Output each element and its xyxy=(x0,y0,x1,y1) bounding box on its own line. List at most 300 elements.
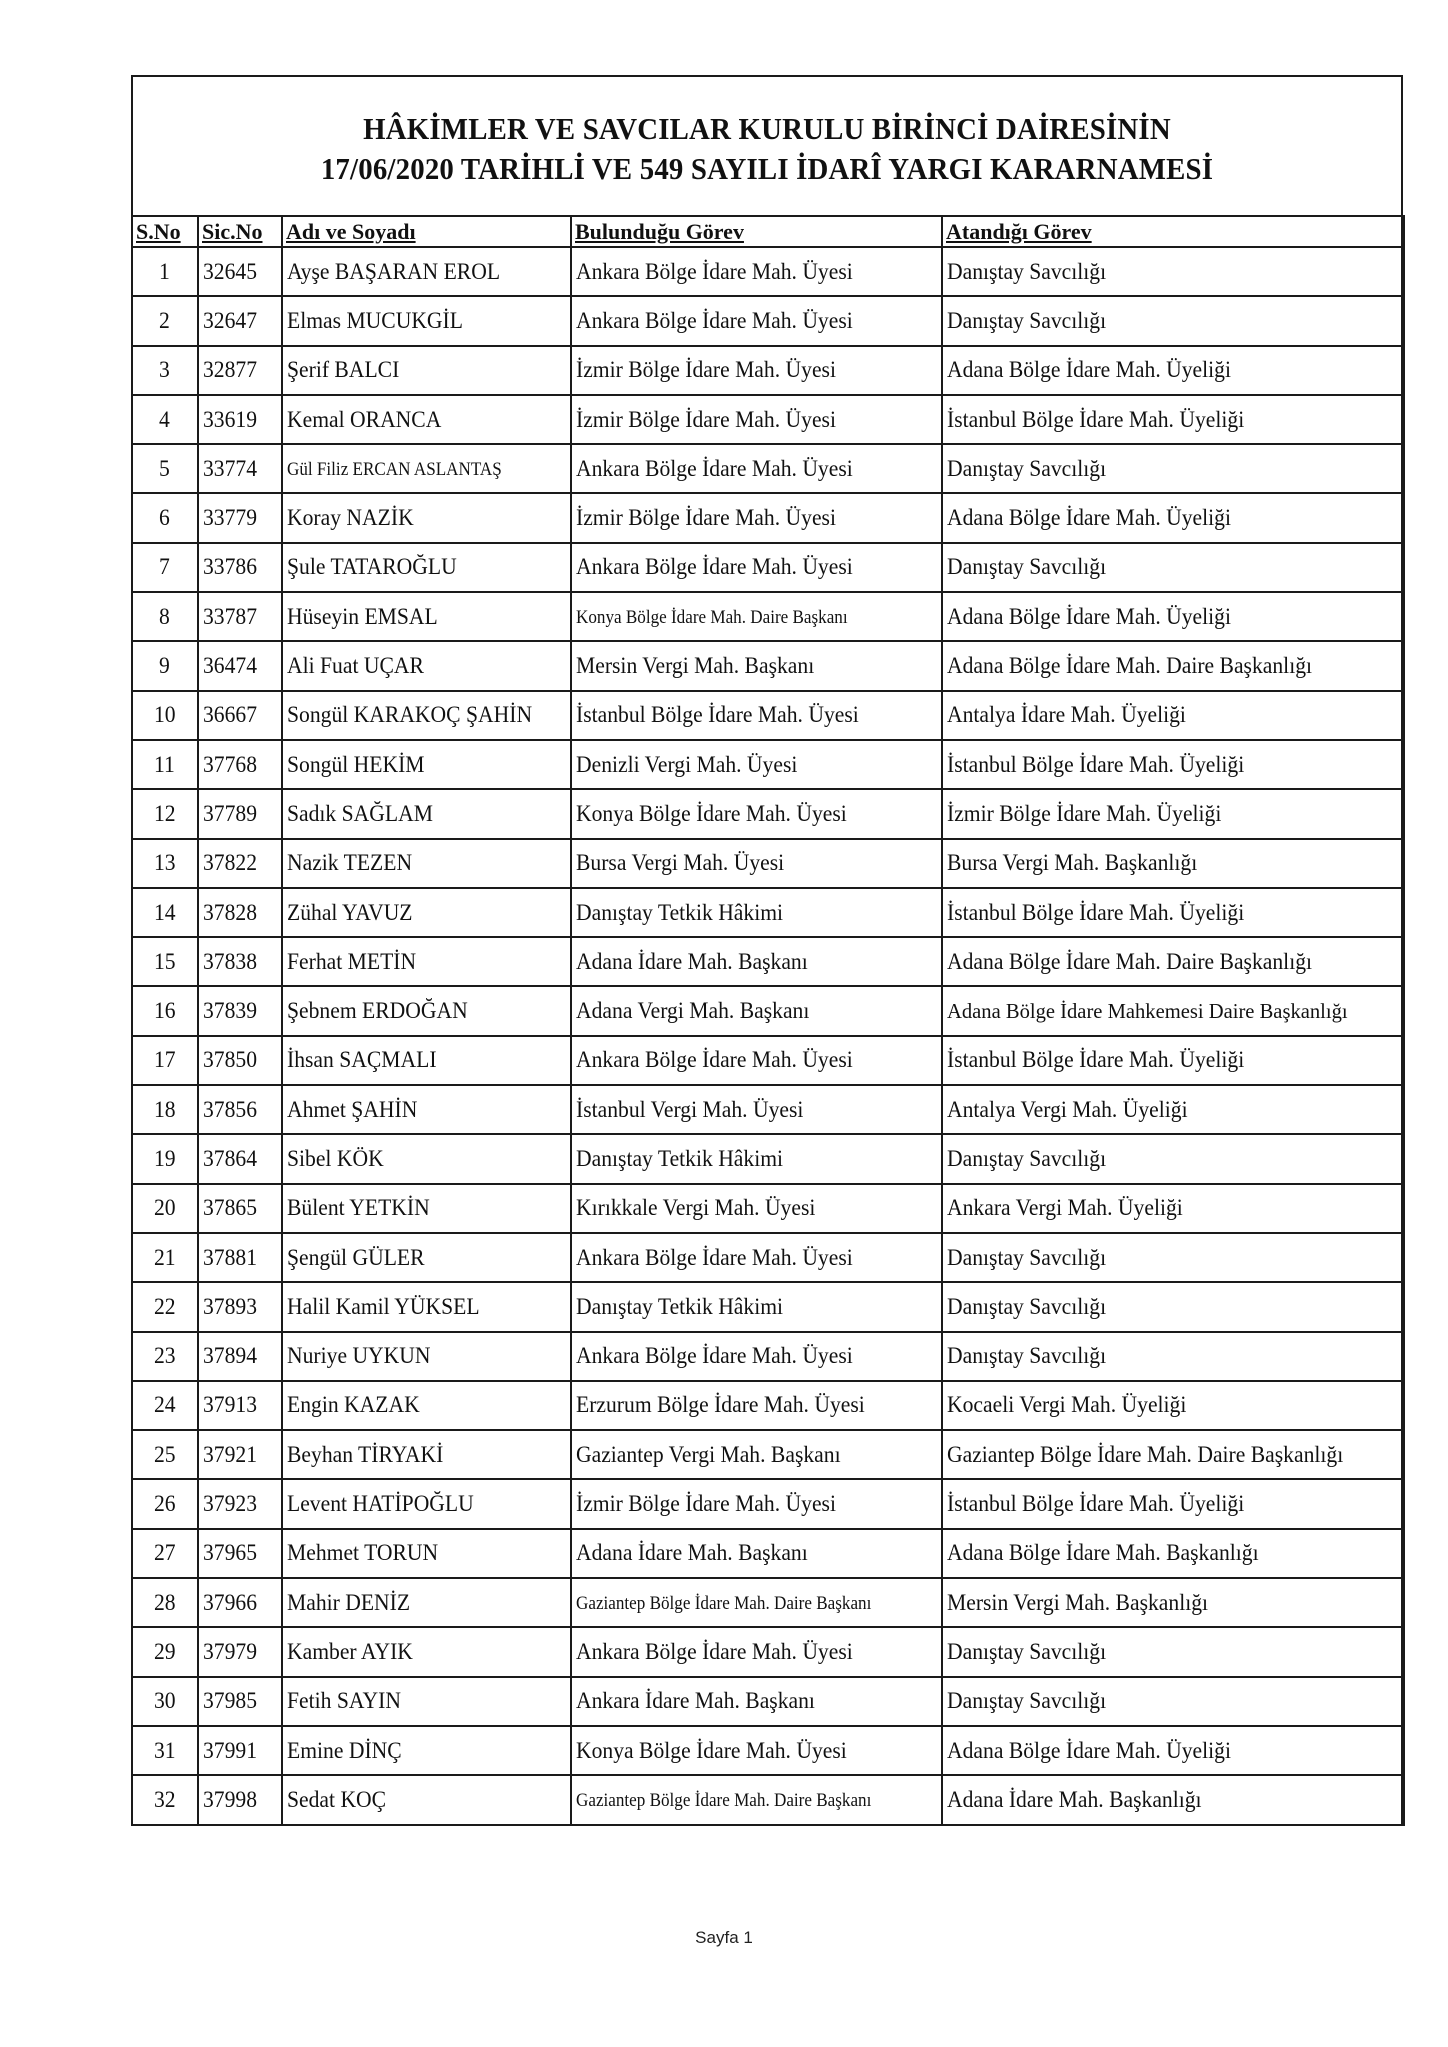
cell-current-position xyxy=(571,247,942,296)
cell-name-text: Mahir DENİZ xyxy=(287,1589,411,1615)
cell-current-position-text: Danıştay Tetkik Hâkimi xyxy=(576,1145,784,1171)
column-header-sno: S.No xyxy=(132,216,198,247)
cell-sno xyxy=(132,1479,198,1528)
cell-current-position xyxy=(571,296,942,345)
cell-sno xyxy=(132,740,198,789)
cell-sno xyxy=(132,986,198,1035)
title-line-1: HÂKİMLER VE SAVCILAR KURULU BİRİNCİ DAİRESİNİN xyxy=(363,111,1171,146)
cell-current-position-text: Ankara Bölge İdare Mah. Üyesi xyxy=(576,455,853,481)
cell-sicil-no xyxy=(198,1085,282,1134)
cell-name xyxy=(282,888,571,937)
cell-sno xyxy=(132,1430,198,1479)
cell-sno xyxy=(132,1381,198,1430)
cell-current-position xyxy=(571,740,942,789)
cell-sno xyxy=(132,1332,198,1381)
table-body xyxy=(132,247,1404,1825)
cell-sicil-no-text: 37768 xyxy=(203,751,258,777)
cell-appointed-position xyxy=(942,641,1404,690)
cell-sno-text: 30 xyxy=(153,1688,176,1714)
cell-sicil-no xyxy=(198,1134,282,1183)
cell-sno xyxy=(132,641,198,690)
cell-appointed-position xyxy=(942,493,1404,542)
cell-name xyxy=(282,1529,571,1578)
cell-sicil-no-text: 32645 xyxy=(203,258,258,284)
cell-sno-text: 9 xyxy=(159,653,171,679)
cell-appointed-position xyxy=(942,1085,1404,1134)
table-row xyxy=(132,986,1404,1035)
cell-current-position-text: İzmir Bölge İdare Mah. Üyesi xyxy=(576,505,836,531)
cell-current-position-text: Kırıkkale Vergi Mah. Üyesi xyxy=(576,1195,816,1221)
cell-appointed-position-text: Adana İdare Mah. Başkanlığı xyxy=(947,1786,1202,1812)
cell-name xyxy=(282,493,571,542)
cell-sno-text: 3 xyxy=(159,357,171,383)
cell-name-text: Ali Fuat UÇAR xyxy=(287,653,424,679)
column-header-sicil-no: Sic.No xyxy=(198,216,282,247)
cell-name xyxy=(282,1184,571,1233)
cell-sno xyxy=(132,543,198,592)
cell-current-position xyxy=(571,493,942,542)
cell-name xyxy=(282,543,571,592)
cell-name-text: Halil Kamil YÜKSEL xyxy=(287,1293,480,1319)
cell-current-position-text: İstanbul Bölge İdare Mah. Üyesi xyxy=(576,702,859,728)
cell-sno-text: 4 xyxy=(159,406,171,432)
cell-sicil-no-text: 37985 xyxy=(203,1688,258,1714)
table-row xyxy=(132,1282,1404,1331)
cell-sicil-no xyxy=(198,1332,282,1381)
cell-sicil-no-text: 37865 xyxy=(203,1195,258,1221)
cell-current-position-text: Ankara Bölge İdare Mah. Üyesi xyxy=(576,307,853,333)
cell-appointed-position-text: Adana Bölge İdare Mah. Üyeliği xyxy=(947,1737,1231,1763)
cell-sno xyxy=(132,444,198,493)
cell-appointed-position-text: Danıştay Savcılığı xyxy=(947,455,1107,481)
table-row xyxy=(132,839,1404,888)
table-row xyxy=(132,888,1404,937)
cell-appointed-position-text: Adana Bölge İdare Mah. Üyeliği xyxy=(947,357,1231,383)
cell-current-position xyxy=(571,1184,942,1233)
cell-current-position xyxy=(571,543,942,592)
cell-appointed-position-text: Adana Bölge İdare Mah. Daire Başkanlığı xyxy=(947,948,1313,974)
cell-sicil-no xyxy=(198,1381,282,1430)
cell-appointed-position xyxy=(942,346,1404,395)
cell-name xyxy=(282,1085,571,1134)
cell-sno-text: 21 xyxy=(153,1244,176,1270)
cell-current-position-text: Ankara Bölge İdare Mah. Üyesi xyxy=(576,1638,853,1664)
cell-sicil-no xyxy=(198,789,282,838)
cell-appointed-position xyxy=(942,1282,1404,1331)
cell-sicil-no-text: 37864 xyxy=(203,1145,258,1171)
cell-current-position xyxy=(571,1529,942,1578)
cell-sno-text: 14 xyxy=(153,899,176,925)
cell-name xyxy=(282,592,571,641)
cell-sno-text: 22 xyxy=(153,1293,176,1319)
table-header-row xyxy=(132,216,1404,247)
cell-name-text: Şule TATAROĞLU xyxy=(287,554,457,580)
cell-name xyxy=(282,1233,571,1282)
cell-name-text: Beyhan TİRYAKİ xyxy=(287,1441,444,1467)
table-row xyxy=(132,296,1404,345)
cell-sno xyxy=(132,346,198,395)
table-row xyxy=(132,1233,1404,1282)
table-row xyxy=(132,1479,1404,1528)
cell-sno xyxy=(132,1085,198,1134)
cell-sicil-no-text: 37828 xyxy=(203,899,258,925)
cell-appointed-position-text: Adana Bölge İdare Mah. Başkanlığı xyxy=(947,1540,1259,1566)
cell-name xyxy=(282,1332,571,1381)
cell-current-position xyxy=(571,888,942,937)
cell-sno-text: 2 xyxy=(159,307,171,333)
cell-sicil-no-text: 33787 xyxy=(203,603,258,629)
cell-sicil-no xyxy=(198,1726,282,1775)
cell-name-text: Fetih SAYIN xyxy=(287,1688,401,1714)
cell-current-position xyxy=(571,1233,942,1282)
cell-sno xyxy=(132,296,198,345)
cell-appointed-position xyxy=(942,691,1404,740)
cell-sicil-no-text: 33619 xyxy=(203,406,258,432)
cell-sicil-no-text: 37894 xyxy=(203,1343,258,1369)
cell-name xyxy=(282,247,571,296)
cell-current-position-text: Ankara Bölge İdare Mah. Üyesi xyxy=(576,258,853,284)
cell-current-position xyxy=(571,1134,942,1183)
cell-sno-text: 32 xyxy=(153,1786,176,1812)
cell-appointed-position-text: Danıştay Savcılığı xyxy=(947,258,1107,284)
cell-sno-text: 23 xyxy=(153,1343,176,1369)
cell-sno-text: 7 xyxy=(159,554,171,580)
cell-name-text: Sedat KOÇ xyxy=(287,1786,387,1812)
cell-name-text: Sadık SAĞLAM xyxy=(287,800,433,826)
cell-sno xyxy=(132,888,198,937)
cell-sno xyxy=(132,789,198,838)
cell-appointed-position-text: Adana Bölge İdare Mahkemesi Daire Başkanlığı xyxy=(947,999,1348,1024)
cell-sno-text: 28 xyxy=(153,1589,176,1615)
cell-name xyxy=(282,1381,571,1430)
cell-sicil-no-text: 37856 xyxy=(203,1096,258,1122)
cell-current-position-text: Adana Vergi Mah. Başkanı xyxy=(576,998,810,1024)
column-header-current-position: Bulunduğu Görev xyxy=(571,216,942,247)
cell-sno xyxy=(132,691,198,740)
cell-sicil-no-text: 37979 xyxy=(203,1638,258,1664)
cell-name xyxy=(282,444,571,493)
cell-sicil-no xyxy=(198,839,282,888)
cell-appointed-position-text: İstanbul Bölge İdare Mah. Üyeliği xyxy=(947,1491,1245,1517)
cell-sicil-no xyxy=(198,1233,282,1282)
cell-sicil-no xyxy=(198,888,282,937)
cell-sicil-no xyxy=(198,346,282,395)
cell-appointed-position xyxy=(942,986,1404,1035)
cell-sicil-no-text: 37881 xyxy=(203,1244,258,1270)
cell-current-position xyxy=(571,395,942,444)
cell-appointed-position-text: Adana Bölge İdare Mah. Daire Başkanlığı xyxy=(947,653,1313,679)
table-row xyxy=(132,1726,1404,1775)
cell-appointed-position-text: Danıştay Savcılığı xyxy=(947,1343,1107,1369)
table-row xyxy=(132,641,1404,690)
cell-appointed-position-text: Danıştay Savcılığı xyxy=(947,1638,1107,1664)
cell-appointed-position-text: İzmir Bölge İdare Mah. Üyeliği xyxy=(947,800,1222,826)
cell-appointed-position xyxy=(942,1430,1404,1479)
cell-current-position xyxy=(571,1726,942,1775)
cell-sno xyxy=(132,937,198,986)
cell-appointed-position xyxy=(942,543,1404,592)
table-row xyxy=(132,937,1404,986)
cell-current-position xyxy=(571,937,942,986)
cell-sicil-no-text: 37991 xyxy=(203,1737,258,1763)
cell-sno-text: 19 xyxy=(153,1145,176,1171)
cell-sno xyxy=(132,247,198,296)
cell-sicil-no xyxy=(198,493,282,542)
cell-current-position-text: Konya Bölge İdare Mah. Üyesi xyxy=(576,1737,847,1763)
cell-appointed-position-text: Antalya İdare Mah. Üyeliği xyxy=(947,702,1186,728)
cell-appointed-position-text: Ankara Vergi Mah. Üyeliği xyxy=(947,1195,1183,1221)
cell-appointed-position-text: İstanbul Bölge İdare Mah. Üyeliği xyxy=(947,406,1245,432)
cell-appointed-position-text: Adana Bölge İdare Mah. Üyeliği xyxy=(947,505,1231,531)
cell-current-position-text: Ankara Bölge İdare Mah. Üyesi xyxy=(576,1244,853,1270)
cell-current-position-text: İzmir Bölge İdare Mah. Üyesi xyxy=(576,357,836,383)
cell-appointed-position xyxy=(942,1134,1404,1183)
cell-appointed-position xyxy=(942,1775,1404,1824)
cell-current-position-text: Ankara Bölge İdare Mah. Üyesi xyxy=(576,1343,853,1369)
cell-sicil-no xyxy=(198,1529,282,1578)
cell-name-text: Ferhat METİN xyxy=(287,948,417,974)
cell-sicil-no xyxy=(198,444,282,493)
cell-name xyxy=(282,1677,571,1726)
cell-sicil-no xyxy=(198,986,282,1035)
cell-appointed-position-text: Antalya Vergi Mah. Üyeliği xyxy=(947,1096,1188,1122)
cell-current-position xyxy=(571,1036,942,1085)
cell-appointed-position-text: Danıştay Savcılığı xyxy=(947,1688,1107,1714)
cell-sicil-no-text: 36474 xyxy=(203,653,258,679)
cell-name xyxy=(282,346,571,395)
cell-sno-text: 24 xyxy=(153,1392,176,1418)
cell-name xyxy=(282,296,571,345)
cell-appointed-position-text: Danıştay Savcılığı xyxy=(947,554,1107,580)
cell-sicil-no xyxy=(198,543,282,592)
table-row xyxy=(132,592,1404,641)
cell-appointed-position xyxy=(942,1381,1404,1430)
cell-appointed-position xyxy=(942,444,1404,493)
cell-sno-text: 10 xyxy=(153,702,176,728)
cell-sicil-no-text: 37966 xyxy=(203,1589,258,1615)
cell-sicil-no-text: 32647 xyxy=(203,307,258,333)
cell-sno-text: 11 xyxy=(153,751,175,777)
cell-sicil-no-text: 37850 xyxy=(203,1047,258,1073)
table-row xyxy=(132,1529,1404,1578)
table-row xyxy=(132,1578,1404,1627)
cell-appointed-position xyxy=(942,1479,1404,1528)
table-row xyxy=(132,395,1404,444)
cell-appointed-position-text: İstanbul Bölge İdare Mah. Üyeliği xyxy=(947,899,1245,925)
cell-name-text: Nazik TEZEN xyxy=(287,850,413,876)
cell-sicil-no xyxy=(198,1282,282,1331)
cell-name xyxy=(282,986,571,1035)
cell-current-position-text: Erzurum Bölge İdare Mah. Üyesi xyxy=(576,1392,865,1418)
cell-sno-text: 27 xyxy=(153,1540,176,1566)
cell-sno xyxy=(132,1726,198,1775)
table-row xyxy=(132,740,1404,789)
cell-sicil-no xyxy=(198,937,282,986)
cell-current-position-text: İzmir Bölge İdare Mah. Üyesi xyxy=(576,406,836,432)
column-header-appointed-position: Atandığı Görev xyxy=(942,216,1404,247)
cell-appointed-position xyxy=(942,937,1404,986)
cell-name xyxy=(282,1627,571,1676)
table-row xyxy=(132,1430,1404,1479)
cell-current-position-text: Denizli Vergi Mah. Üyesi xyxy=(576,751,798,777)
cell-sicil-no-text: 37839 xyxy=(203,998,258,1024)
cell-appointed-position-text: Adana Bölge İdare Mah. Üyeliği xyxy=(947,603,1231,629)
cell-sicil-no-text: 37822 xyxy=(203,850,258,876)
cell-appointed-position xyxy=(942,1332,1404,1381)
table-row xyxy=(132,691,1404,740)
cell-appointed-position-text: Danıştay Savcılığı xyxy=(947,307,1107,333)
table-row xyxy=(132,493,1404,542)
cell-current-position-text: Ankara Bölge İdare Mah. Üyesi xyxy=(576,554,853,580)
cell-current-position-text: İstanbul Vergi Mah. Üyesi xyxy=(576,1096,804,1122)
cell-appointed-position xyxy=(942,1036,1404,1085)
cell-name-text: Şengül GÜLER xyxy=(287,1244,425,1270)
cell-current-position xyxy=(571,641,942,690)
column-header-name: Adı ve Soyadı xyxy=(282,216,571,247)
cell-name xyxy=(282,1430,571,1479)
table-row xyxy=(132,346,1404,395)
cell-sno xyxy=(132,1134,198,1183)
cell-sno xyxy=(132,1036,198,1085)
cell-name-text: Bülent YETKİN xyxy=(287,1195,430,1221)
cell-sicil-no-text: 33779 xyxy=(203,505,258,531)
title-line-2: 17/06/2020 TARİHLİ VE 549 SAYILI İDARÎ YARGI KARARNAMESİ xyxy=(320,151,1214,186)
table-row xyxy=(132,1134,1404,1183)
cell-sicil-no-text: 37923 xyxy=(203,1491,258,1517)
cell-sicil-no-text: 37893 xyxy=(203,1293,258,1319)
cell-current-position-text: Konya Bölge İdare Mah. Daire Başkanı xyxy=(576,606,848,628)
cell-appointed-position xyxy=(942,395,1404,444)
cell-sno-text: 12 xyxy=(153,800,176,826)
cell-sicil-no xyxy=(198,1430,282,1479)
cell-current-position xyxy=(571,1479,942,1528)
cell-appointed-position-text: Kocaeli Vergi Mah. Üyeliği xyxy=(947,1392,1187,1418)
cell-sicil-no-text: 37838 xyxy=(203,948,258,974)
cell-current-position-text: Ankara Bölge İdare Mah. Üyesi xyxy=(576,1047,853,1073)
cell-appointed-position xyxy=(942,247,1404,296)
cell-current-position xyxy=(571,1677,942,1726)
cell-name-text: Şerif BALCI xyxy=(287,357,400,383)
cell-current-position-text: Adana İdare Mah. Başkanı xyxy=(576,948,808,974)
cell-sicil-no xyxy=(198,296,282,345)
table-row xyxy=(132,1036,1404,1085)
cell-appointed-position xyxy=(942,1726,1404,1775)
cell-appointed-position-text: İstanbul Bölge İdare Mah. Üyeliği xyxy=(947,751,1245,777)
cell-sno xyxy=(132,592,198,641)
cell-appointed-position-text: Danıştay Savcılığı xyxy=(947,1244,1107,1270)
cell-appointed-position xyxy=(942,1529,1404,1578)
cell-sno xyxy=(132,1184,198,1233)
cell-sno-text: 18 xyxy=(153,1096,176,1122)
cell-name xyxy=(282,641,571,690)
cell-name xyxy=(282,1726,571,1775)
document-frame xyxy=(131,75,1403,1826)
cell-appointed-position xyxy=(942,592,1404,641)
cell-current-position xyxy=(571,839,942,888)
cell-sicil-no xyxy=(198,1479,282,1528)
cell-current-position-text: Gaziantep Vergi Mah. Başkanı xyxy=(576,1441,841,1467)
appointments-table xyxy=(131,215,1405,1826)
cell-current-position-text: İzmir Bölge İdare Mah. Üyesi xyxy=(576,1491,836,1517)
cell-name xyxy=(282,937,571,986)
cell-name-text: Mehmet TORUN xyxy=(287,1540,439,1566)
cell-appointed-position xyxy=(942,1677,1404,1726)
cell-current-position-text: Gaziantep Bölge İdare Mah. Daire Başkanı xyxy=(576,1592,872,1614)
table-row xyxy=(132,1184,1404,1233)
cell-appointed-position xyxy=(942,1233,1404,1282)
cell-name xyxy=(282,1134,571,1183)
cell-appointed-position xyxy=(942,888,1404,937)
table-row xyxy=(132,1381,1404,1430)
cell-appointed-position-text: Danıştay Savcılığı xyxy=(947,1145,1107,1171)
cell-name-text: Kemal ORANCA xyxy=(287,406,442,432)
cell-sicil-no xyxy=(198,691,282,740)
cell-name xyxy=(282,691,571,740)
cell-current-position xyxy=(571,346,942,395)
cell-appointed-position xyxy=(942,1578,1404,1627)
cell-sicil-no-text: 37965 xyxy=(203,1540,258,1566)
cell-sno-text: 13 xyxy=(153,850,176,876)
cell-current-position-text: Bursa Vergi Mah. Üyesi xyxy=(576,850,785,876)
cell-sicil-no-text: 37921 xyxy=(203,1441,258,1467)
cell-appointed-position-text: Danıştay Savcılığı xyxy=(947,1293,1107,1319)
cell-sno-text: 16 xyxy=(153,998,176,1024)
cell-sno xyxy=(132,395,198,444)
cell-sno-text: 29 xyxy=(153,1638,176,1664)
cell-current-position-text: Mersin Vergi Mah. Başkanı xyxy=(576,653,815,679)
cell-sno xyxy=(132,1282,198,1331)
cell-current-position xyxy=(571,691,942,740)
cell-sno-text: 8 xyxy=(159,603,171,629)
cell-current-position xyxy=(571,1085,942,1134)
cell-sno-text: 15 xyxy=(153,948,176,974)
cell-sicil-no xyxy=(198,1184,282,1233)
cell-sno xyxy=(132,1627,198,1676)
cell-sicil-no-text: 33786 xyxy=(203,554,258,580)
cell-appointed-position xyxy=(942,1184,1404,1233)
cell-sno-text: 25 xyxy=(153,1441,176,1467)
table-row xyxy=(132,1332,1404,1381)
cell-sno xyxy=(132,1677,198,1726)
cell-name-text: Kamber AYIK xyxy=(287,1638,413,1664)
cell-appointed-position-text: Gaziantep Bölge İdare Mah. Daire Başkanlığı xyxy=(947,1441,1344,1467)
cell-sicil-no xyxy=(198,1578,282,1627)
cell-sicil-no-text: 33774 xyxy=(203,455,258,481)
cell-appointed-position xyxy=(942,1627,1404,1676)
cell-current-position-text: Ankara İdare Mah. Başkanı xyxy=(576,1688,815,1714)
cell-appointed-position-text: Bursa Vergi Mah. Başkanlığı xyxy=(947,850,1198,876)
cell-appointed-position xyxy=(942,740,1404,789)
cell-sicil-no-text: 32877 xyxy=(203,357,258,383)
cell-current-position xyxy=(571,1282,942,1331)
cell-sicil-no xyxy=(198,641,282,690)
cell-name-text: Gül Filiz ERCAN ASLANTAŞ xyxy=(287,458,502,480)
table-row xyxy=(132,1677,1404,1726)
cell-current-position xyxy=(571,1430,942,1479)
cell-appointed-position xyxy=(942,839,1404,888)
table-row xyxy=(132,1627,1404,1676)
cell-current-position-text: Danıştay Tetkik Hâkimi xyxy=(576,899,784,925)
cell-current-position xyxy=(571,789,942,838)
cell-sno xyxy=(132,493,198,542)
cell-sno-text: 20 xyxy=(153,1195,176,1221)
cell-current-position-text: Konya Bölge İdare Mah. Üyesi xyxy=(576,800,847,826)
cell-current-position xyxy=(571,1332,942,1381)
cell-name xyxy=(282,740,571,789)
cell-name-text: Sibel KÖK xyxy=(287,1145,384,1171)
cell-sicil-no xyxy=(198,1627,282,1676)
cell-name-text: Nuriye UYKUN xyxy=(287,1343,431,1369)
